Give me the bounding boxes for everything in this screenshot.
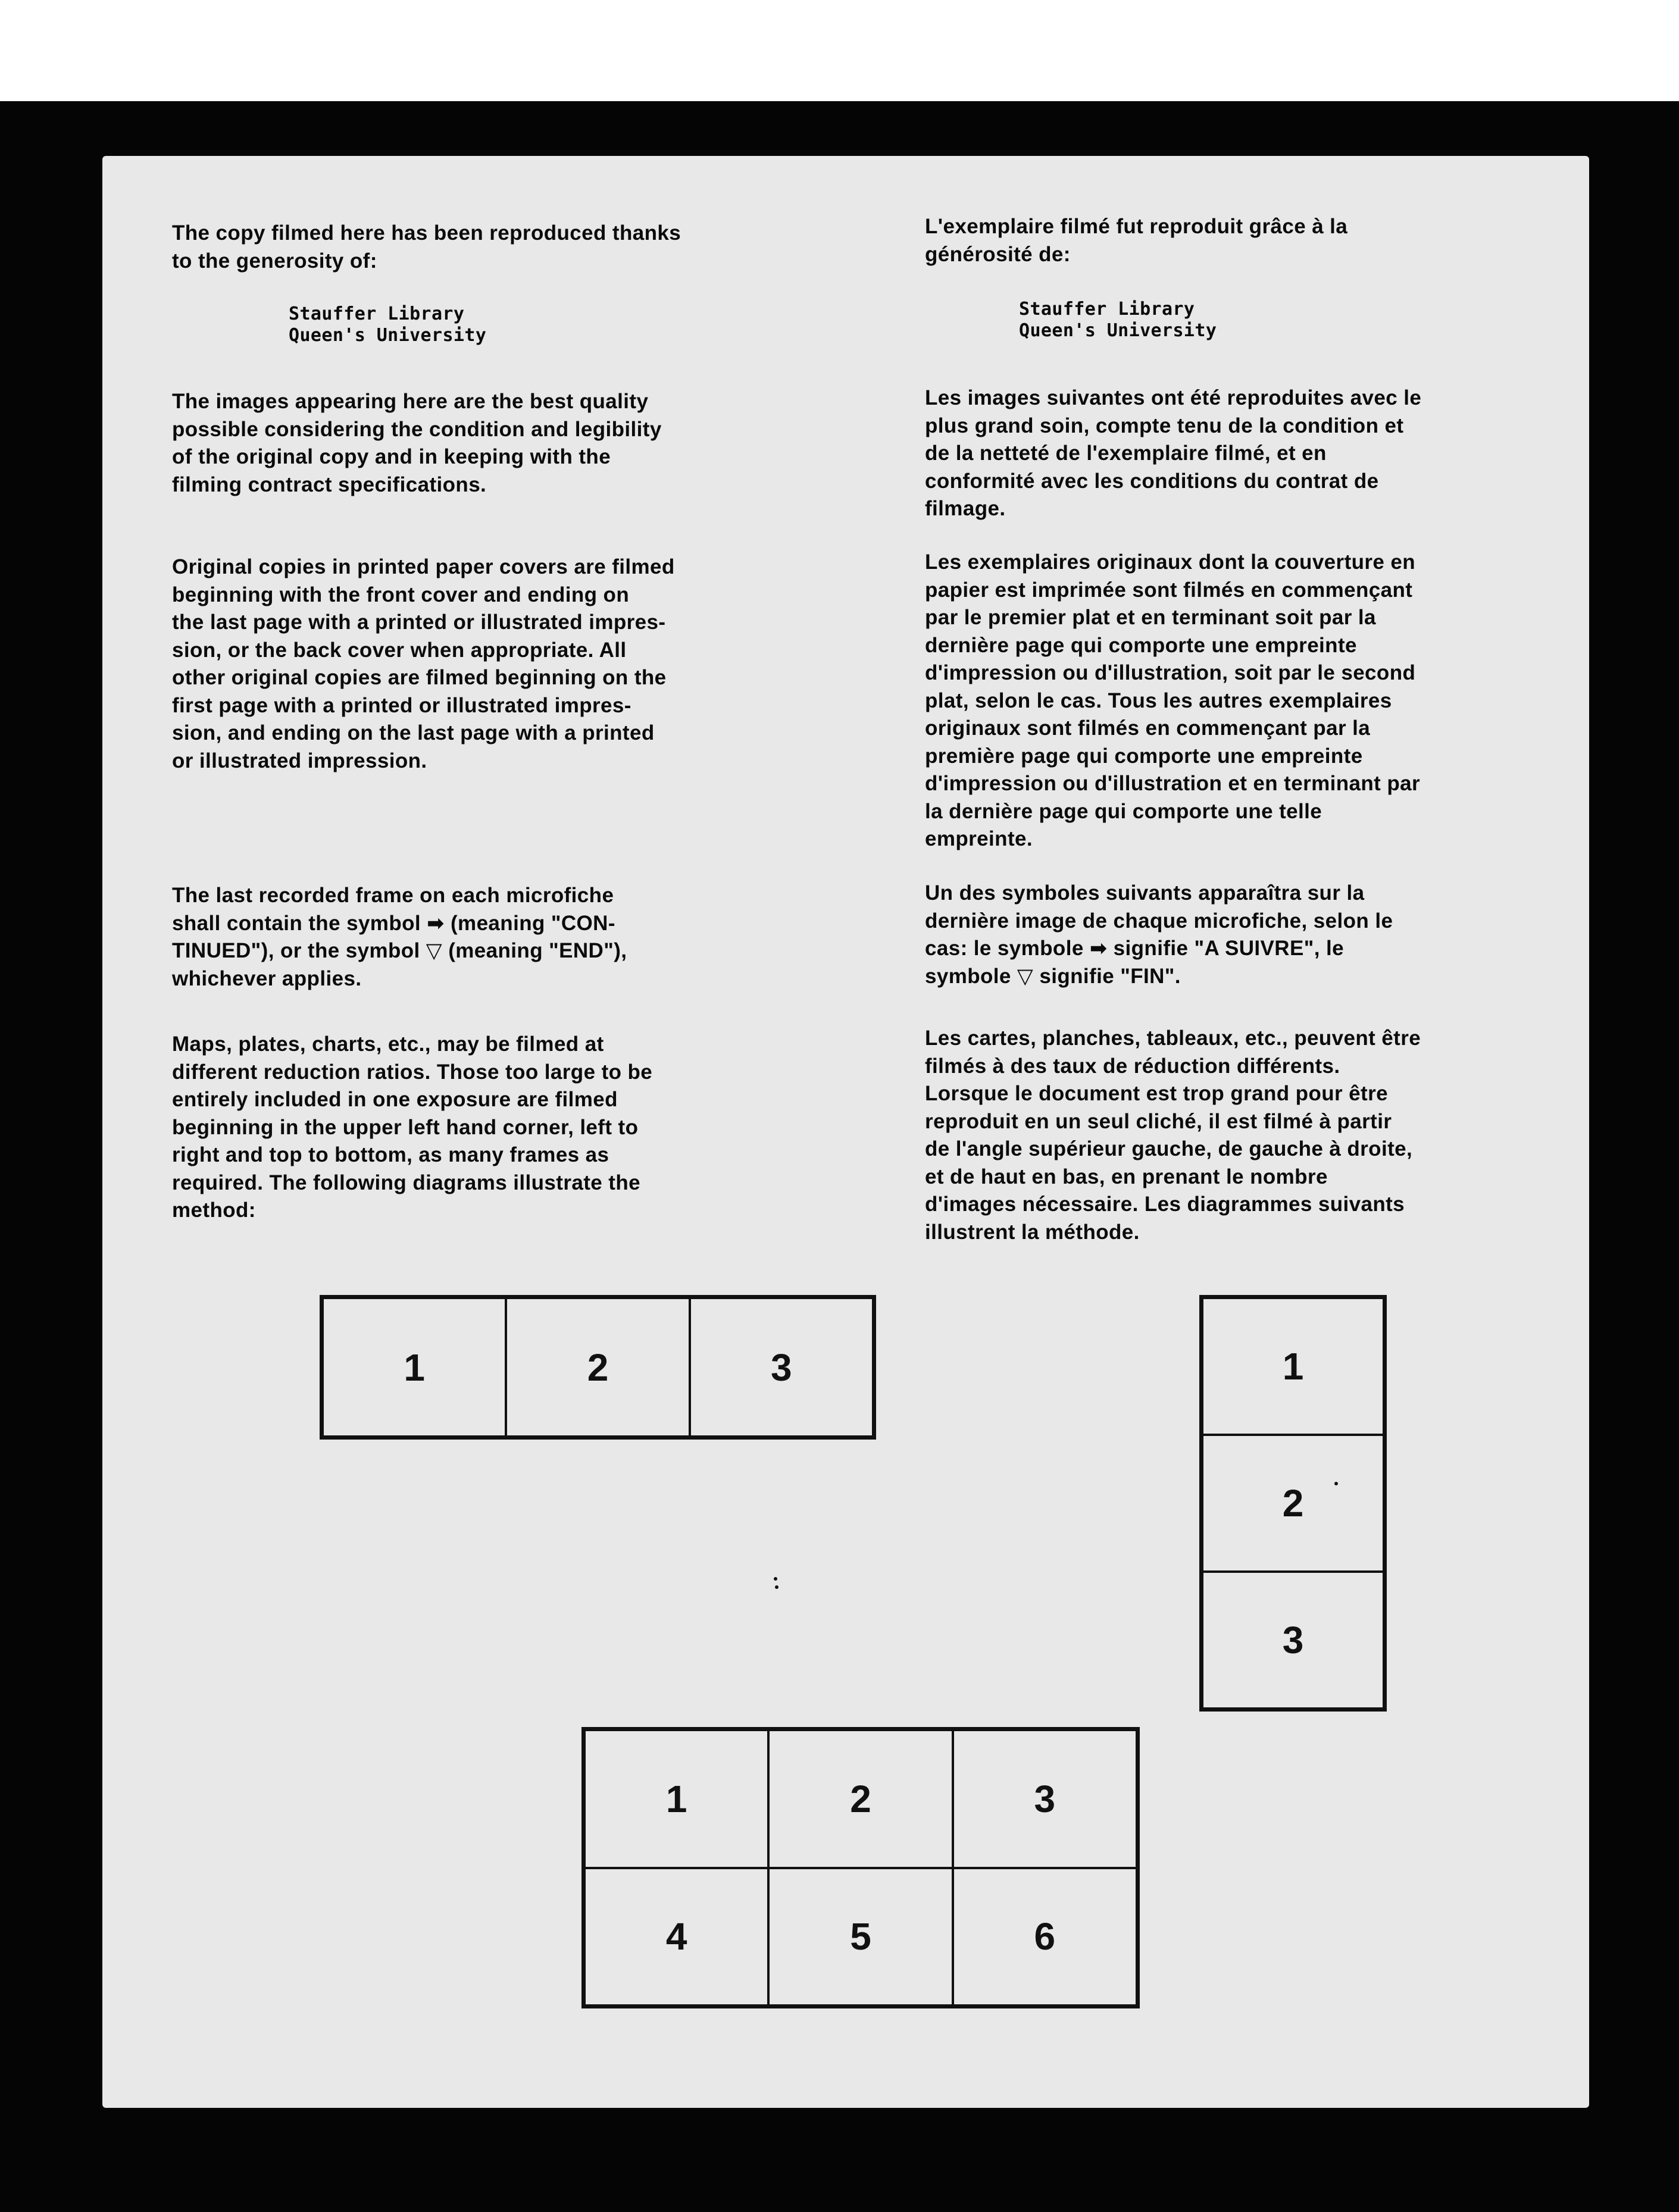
left-intro: The copy filmed here has been reproduced thanks to the generosity of: xyxy=(172,221,681,273)
diagram-column-of-three xyxy=(1199,1295,1387,1712)
left-originals-block xyxy=(172,553,803,775)
right-symbols: Un des symboles suivants apparaîtra sur la dernière image de chaque microfiche, selon le cas: le symbole ➡ signifie "A SUIVRE", le symbole ▽ signifie "FIN". xyxy=(925,881,1393,988)
left-symbols: The last recorded frame on each microfiche shall contain the symbol ➡ (meaning "CON- TINUED"), or the symbol ▽ (meaning "END"), whichever applies. xyxy=(172,884,627,990)
right-column xyxy=(925,213,1556,268)
column-cell-1: 1 xyxy=(1202,1298,1384,1435)
right-maps-block xyxy=(925,1025,1556,1246)
right-maps: Les cartes, planches, tableaux, etc., peuvent être filmés à des taux de réduction différents. Lorsque le document est trop grand pour être reproduit en un seul cliché, il est filmé à partir de l'angle supérieur gauche, de gauche à droite, et de haut en bas, en prenant le nombre d'images nécessaire. Les diagrammes suivants illustrent la méthode. xyxy=(925,1027,1421,1244)
grid-cell-6: 6 xyxy=(953,1868,1137,2006)
speck-mark xyxy=(1334,1482,1338,1485)
left-maps-block xyxy=(172,1031,803,1225)
row-cell-2: 2 xyxy=(506,1298,689,1437)
right-originals-block xyxy=(925,549,1556,853)
left-originals: Original copies in printed paper covers are filmed beginning with the front cover and ending on the last page with a printed or illustrated impres- sion, or the back cover when appropriate. All other original copies are filmed beginning on the first page with a printed or illustrated impres- sion, and ending on the last page with a printed or illustrated impression. xyxy=(172,555,675,772)
left-symbols-block xyxy=(172,882,803,993)
right-library xyxy=(1019,299,1650,342)
speck-mark xyxy=(775,1585,778,1589)
grid-cell-4: 4 xyxy=(584,1868,768,2006)
microfilm-target-sheet xyxy=(102,156,1589,2108)
right-library-name: Stauffer Library Queen's University xyxy=(1019,299,1217,341)
right-originals: Les exemplaires originaux dont la couverture en papier est imprimée sont filmés en commençant par le premier plat et en terminant soit par la dernière page qui comporte une empreinte d'impression ou d'illustration, soit par le second plat, selon le cas. Tous les autres exemplaires originaux sont filmés en commençant par la première page qui comporte une empreinte d'impression ou d'illustration et en terminant par la dernière page qui comporte une telle empreinte. xyxy=(925,550,1421,850)
right-quality: Les images suivantes ont été reproduites avec le plus grand soin, compte tenu de la condition et de la netteté de l'exemplaire filmé, et en conformité avec les conditions du contrat de filmage. xyxy=(925,386,1422,520)
grid-cell-3: 3 xyxy=(953,1730,1137,1868)
left-quality: The images appearing here are the best quality possible considering the condition and legibility of the original copy and in keeping with the filming contract specifications. xyxy=(172,390,662,496)
row-cell-1: 1 xyxy=(323,1298,506,1437)
right-intro: L'exemplaire filmé fut reproduit grâce à la générosité de: xyxy=(925,215,1348,266)
column-cell-2: 2 xyxy=(1202,1435,1384,1572)
diagram-row-of-three xyxy=(320,1295,876,1440)
speck-mark xyxy=(774,1577,777,1581)
right-symbols-block xyxy=(925,880,1556,990)
left-column xyxy=(172,220,803,275)
left-library xyxy=(289,304,920,346)
left-library-name: Stauffer Library Queen's University xyxy=(289,304,487,346)
grid-cell-5: 5 xyxy=(768,1868,952,2006)
grid-cell-2: 2 xyxy=(768,1730,952,1868)
row-cell-3: 3 xyxy=(690,1298,873,1437)
diagram-grid-of-six xyxy=(581,1727,1140,2008)
left-maps: Maps, plates, charts, etc., may be filmed at different reduction ratios. Those too large to be entirely included in one exposure are filmed beginning in the upper left hand corner, left to right and top to bottom, as many frames as required. The following diagrams illustrate the method: xyxy=(172,1033,653,1222)
right-quality-block xyxy=(925,384,1556,523)
left-quality-block xyxy=(172,388,803,499)
grid-cell-1: 1 xyxy=(584,1730,768,1868)
column-cell-3: 3 xyxy=(1202,1572,1384,1709)
